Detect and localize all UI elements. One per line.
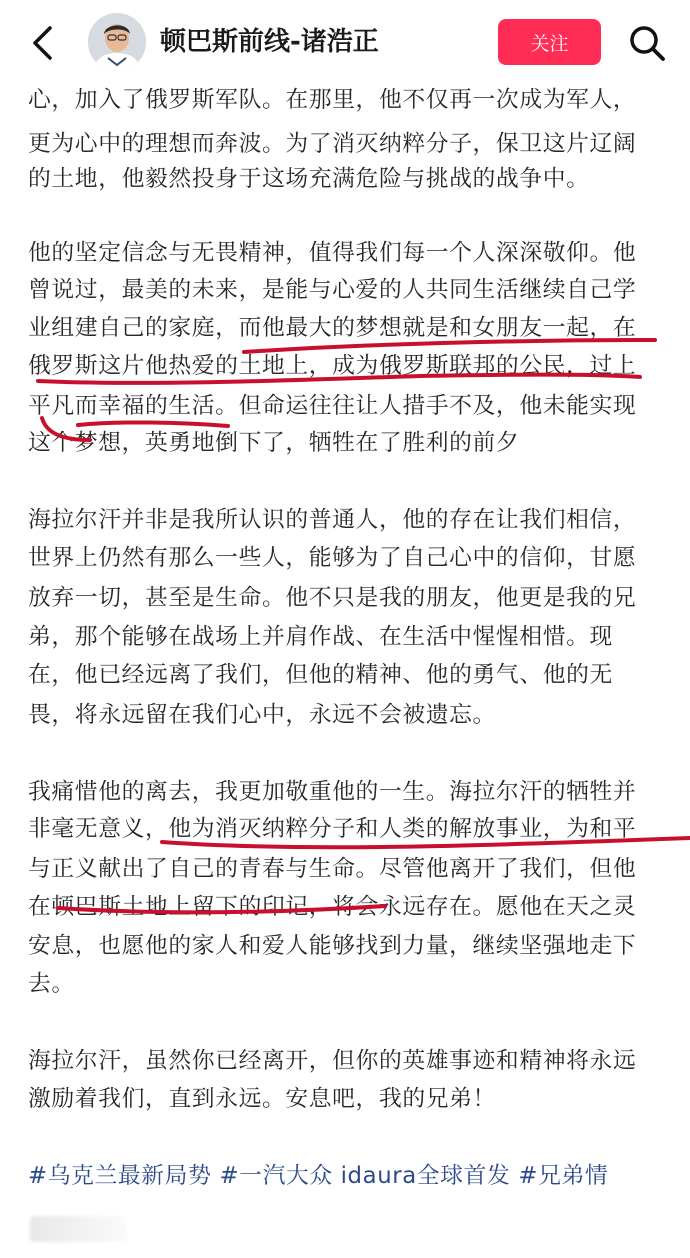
article-line: 去。	[28, 971, 75, 997]
author-name[interactable]: 顿巴斯前线-诸浩正	[160, 27, 379, 57]
article-line: 的土地，他毅然投身于这场充满危险与挑战的战争中。	[28, 166, 590, 192]
author-avatar[interactable]	[88, 13, 146, 71]
hashtag-row	[28, 1160, 608, 1192]
article-line: 更为心中的理想而奔波。为了消灭纳粹分子，保卫这片辽阔	[28, 131, 637, 157]
article-line: 他的坚定信念与无畏精神，值得我们每一个人深深敬仰。他	[28, 240, 637, 266]
back-button[interactable]	[24, 23, 60, 63]
article-line: 安息，也愿他的家人和爱人能够找到力量，继续坚强地走下	[28, 933, 637, 959]
article-line: 畏，将永远留在我们心中，永远不会被遗忘。	[28, 702, 496, 728]
hashtag-link[interactable]: #兄弟情	[518, 1163, 609, 1189]
search-button[interactable]	[626, 22, 668, 64]
hashtag-link[interactable]: #乌克兰最新局势	[28, 1163, 212, 1189]
blurred-footer-text	[30, 1216, 126, 1242]
article-line: 激励着我们，直到永远。安息吧，我的兄弟！	[28, 1086, 496, 1112]
hashtag-link[interactable]: #一汽大众 idaura全球首发	[219, 1163, 511, 1189]
article-line: 在，他已经远离了我们，但他的精神、他的勇气、他的无	[28, 662, 613, 688]
follow-button[interactable]: 关注	[498, 19, 601, 65]
article-line: 业组建自己的家庭，而他最大的梦想就是和女朋友一起，在	[28, 315, 637, 341]
article-line: 弟，那个能够在战场上并肩作战、在生活中惺惺相惜。现	[28, 624, 613, 650]
top-nav-bar	[0, 0, 690, 86]
article-line: 俄罗斯这片他热爱的土地上，成为俄罗斯联邦的公民，过上	[28, 353, 637, 379]
article-line: 平凡而幸福的生活。但命运往往让人措手不及，他未能实现	[28, 393, 637, 419]
back-arrow-icon	[24, 23, 60, 63]
article-line: 放弃一切，甚至是生命。他不只是我的朋友，他更是我的兄	[28, 585, 637, 611]
search-icon	[626, 22, 668, 64]
article-line: 海拉尔汗并非是我所认识的普通人，他的存在让我们相信，	[28, 507, 637, 533]
avatar-image	[88, 13, 146, 71]
article-line: 曾说过，最美的未来，是能与心爱的人共同生活继续自己学	[28, 277, 637, 303]
article-line: 心，加入了俄罗斯军队。在那里，他不仅再一次成为军人，	[28, 87, 637, 113]
article-line: 与正义献出了自己的青春与生命。尽管他离开了我们，但他	[28, 856, 637, 882]
article-line: 非毫无意义，他为消灭纳粹分子和人类的解放事业，为和平	[28, 816, 637, 842]
article-line: 我痛惜他的离去，我更加敬重他的一生。海拉尔汗的牺牲并	[28, 779, 637, 805]
article-line: 世界上仍然有那么一些人，能够为了自己心中的信仰，甘愿	[28, 545, 637, 571]
article-line: 海拉尔汗，虽然你已经离开，但你的英雄事迹和精神将永远	[28, 1048, 637, 1074]
article-line: 这个梦想，英勇地倒下了，牺牲在了胜利的前夕	[28, 430, 520, 456]
article-line: 在顿巴斯土地上留下的印记，将会永远存在。愿他在天之灵	[28, 894, 637, 920]
